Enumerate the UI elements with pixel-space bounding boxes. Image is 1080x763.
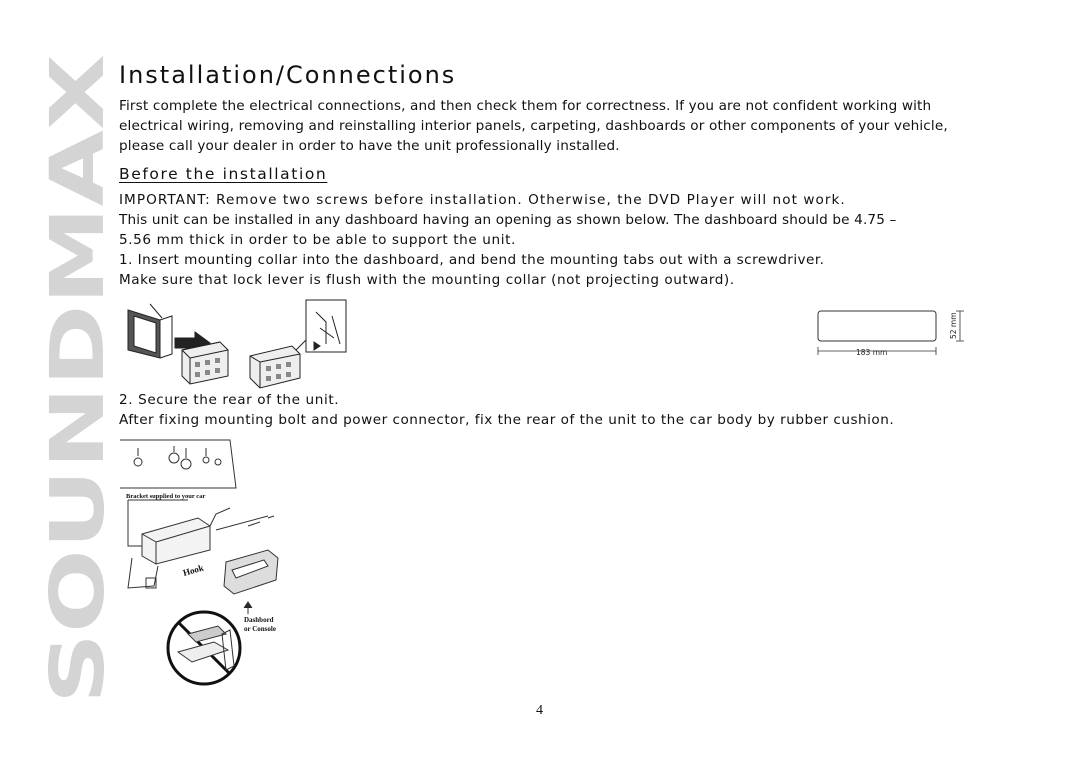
step-2-note: After fixing mounting bolt and power connector, fix the rear of the unit to the car body by rubber cushion. [119, 412, 895, 428]
page-title: Installation/Connections [119, 61, 457, 89]
intro-paragraph: First complete the electrical connections, and then check them for correctness. If you are not confident working with electrical wiring, removing and reinstalling interior panels, carpeting, dashboards or other components of your vehicle, please call your dealer in order to have the unit professionally installed. [119, 98, 948, 154]
mounting-collar-diagram [120, 298, 350, 390]
svg-text:52 mm: 52 mm [949, 312, 958, 339]
svg-text:Dashbord: Dashbord [244, 616, 274, 624]
body-line: 5.56 mm thick in order to be able to support the unit. [119, 232, 516, 248]
step-2-text: 2. Secure the rear of the unit. [119, 392, 340, 408]
svg-text:or Console: or Console [244, 625, 276, 633]
page-number: 4 [536, 703, 543, 718]
step-1-text: 1. Insert mounting collar into the dashboard, and bend the mounting tabs out with a screwdriver. [119, 252, 825, 268]
svg-text:Hook: Hook [181, 562, 205, 578]
dashboard-opening-diagram [812, 305, 972, 360]
section-subtitle: Before the installation [119, 165, 328, 183]
important-note: IMPORTANT: Remove two screws before installation. Otherwise, the DVD Player will not work. [119, 192, 846, 208]
svg-text:183 mm: 183 mm [856, 348, 888, 357]
watermark-text: SOUNDMAX [35, 216, 121, 704]
body-line: This unit can be installed in any dashboard having an opening as shown below. The dashboard should be 4.75 – [119, 212, 897, 228]
soundmax-watermark-logo [35, 52, 121, 707]
rear-securing-diagram [118, 438, 298, 693]
step-1-note: Make sure that lock lever is flush with the mounting collar (not projecting outward). [119, 272, 735, 288]
svg-text:Bracket supplied to your car: Bracket supplied to your car [126, 493, 206, 500]
